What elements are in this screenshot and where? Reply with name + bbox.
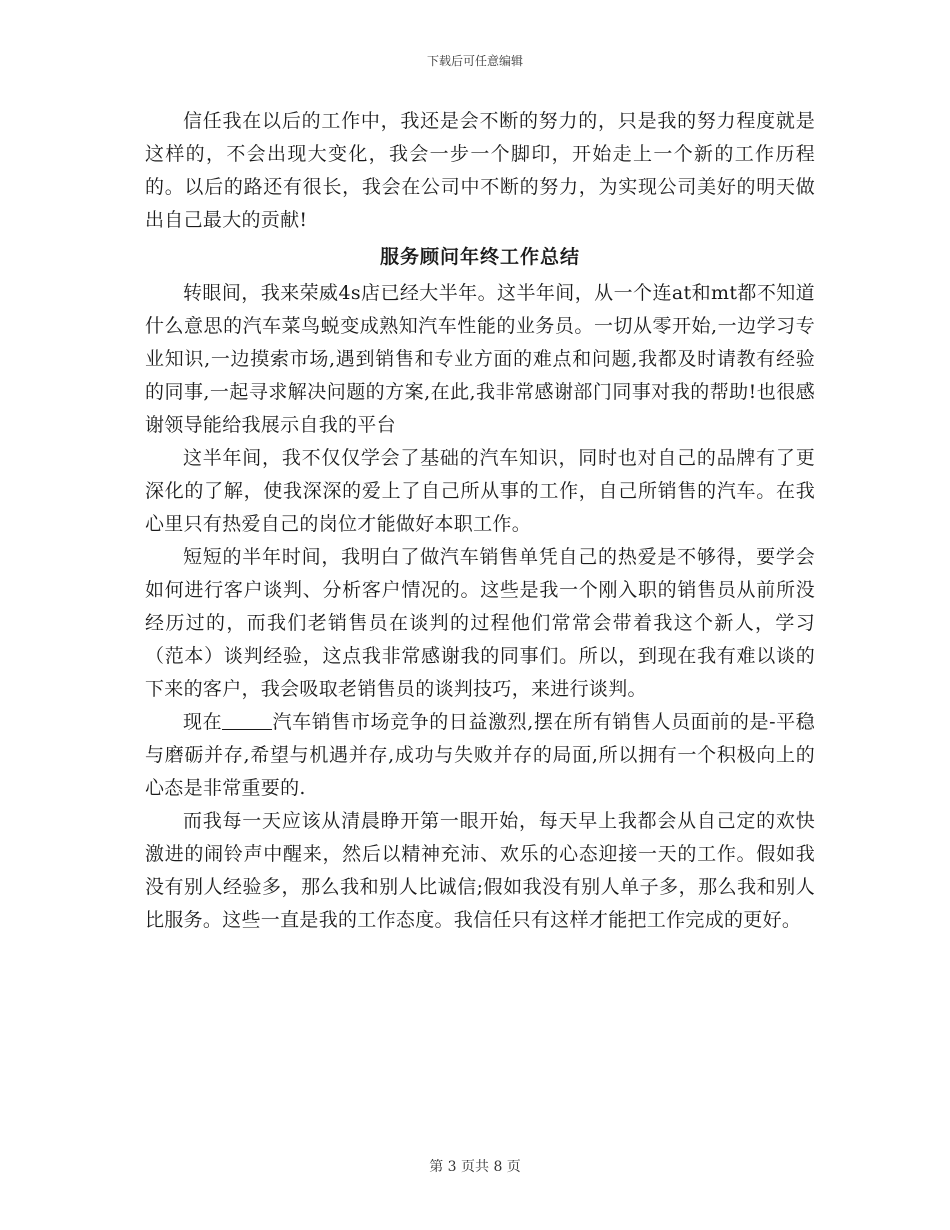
paragraph-intro: 转眼间，我来荣威4s店已经大半年。这半年间，从一个连at和mt都不知道什么意思的汽车菜鸟蜕变成熟知汽车性能的业务员。一切从零开始,一边学习专业知识,一边摸索市场,遇到销售和专业方面的难点和问题,我都及时请教有经验的同事,一起寻求解决问题的方案,在此,我非常感谢部门同事对我的帮助!也很感谢领导能给我展示自我的平台 xyxy=(145,282,815,436)
fill-in-blank-line xyxy=(222,711,272,730)
page-number-footer: 第 3 页共 8 页 xyxy=(429,1159,521,1175)
section-title: 服务顾问年终工作总结 xyxy=(379,246,580,268)
paragraph-brand: 这半年间，我不仅仅学会了基础的汽车知识，同时也对自己的品牌有了更深化的了解，使我深深的爱上了自己所从事的工作，自己所销售的汽车。在我心里只有热爱自己的岗位才能做好本职工作。 xyxy=(145,447,815,535)
paragraph-market xyxy=(145,706,815,805)
market-text-before-blank: 现在 xyxy=(183,711,223,733)
paragraph-continuation: 信任我在以后的工作中，我还是会不断的努力的，只是我的努力程度就是这样的，不会出现大变化，我会一步一个脚印，开始走上一个新的工作历程的。以后的路还有很长，我会在公司中不断的努力，为实现公司美好的明天做出自己最大的贡献! xyxy=(145,110,815,231)
page-header-note: 下载后可任意编辑 xyxy=(426,54,523,68)
paragraph-attitude: 而我每一天应该从清晨睁开第一眼开始，每天早上我都会从自己定的欢快激进的闹铃声中醒来，然后以精神充沛、欢乐的心态迎接一天的工作。假如我没有别人经验多，那么我和别人比诚信;假如我没有别人单子多，那么我和别人比服务。这些一直是我的工作态度。我信任只有这样才能把工作完成的更好。 xyxy=(145,810,815,931)
paragraph-negotiation: 短短的半年时间，我明白了做汽车销售单凭自己的热爱是不够得，要学会如何进行客户谈判、分析客户情况的。这些是我一个刚入职的销售员从前所没经历过的，而我们老销售员在谈判的过程他们常常会带着我这个新人，学习（范本）谈判经验，这点我非常感谢我的同事们。所以，到现在我有难以谈的下来的客户，我会吸取老销售员的谈判技巧，来进行谈判。 xyxy=(145,546,815,700)
market-text-after-blank: 汽车销售市场竞争的日益激烈,摆在所有销售人员面前的是-平稳与磨砺并存,希望与机遇并存,成功与失败并存的局面,所以拥有一个积极向上的心态是非常重要的. xyxy=(145,711,815,799)
document-body xyxy=(145,105,815,937)
